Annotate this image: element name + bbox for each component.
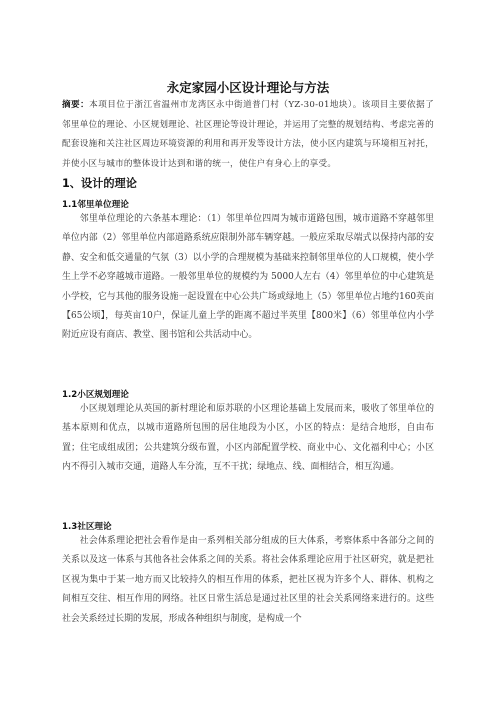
abstract xyxy=(62,96,434,174)
subsection-heading-residential-district: 1.2小区规划理论 xyxy=(62,390,129,400)
paragraph-neighborhood-unit: 邻里单位理论的六条基本理论：（1）邻里单位四周为城市道路包围，城市道路不穿越邻里单位内部（2）邻里单位内部道路系统应限制外部车辆穿越。一般应采取尽端式以保持内部的安静、安全和低交通量的气氛（3）以小学的合理规模为基础来控制邻里单位的人口规模，使小学生上学不必穿越城市道路。一般邻里单位的规模约为 5000人左右（4）邻里单位的中心建筑是小学校，它与其他的服务设施一起设置在中心公共广场或绿地上（5）邻里单位占地约160英亩【65公顷】，每英亩10户，保证儿童上学的距离不超过半英里【800米】（6）邻里单位内小学附近应设有商店、教堂、图书馆和公共活动中心。 xyxy=(62,214,434,341)
document-title: 永定家园小区设计理论与方法 xyxy=(166,80,330,95)
section-heading-design-theory: 1、设计的理论 xyxy=(62,177,137,190)
abstract-text: 本项目位于浙江省温州市龙湾区永中街道普门村（YZ-30-01地块）。该项目主要依据了邻里单位的理论、小区规划理论、社区理论等设计理论，并运用了完整的规划结构、考虑完善的配套设施和关注社区周边环境资源的利用和再开发等设计方法，使小区内建筑与环境相互衬托，并使小区与城市的整体设计达到和谐的统一，使住户有身心上的享受。 xyxy=(62,100,434,169)
subsection-heading-neighborhood-unit: 1.1邻里单位理论 xyxy=(62,200,129,210)
subsection-heading-community-theory: 1.3社区理论 xyxy=(62,522,112,532)
paragraph-community-theory: 社会体系理论把社会看作是由一系列相关部分组成的巨大体系，考察体系中各部分之间的关系以及这一体系与其他各社会体系之间的关系。将社会体系理论应用于社区研究，就是把社区视为集中于某一地方而又比较持久的相互作用的体系，把社区视为许多个人、群体、机构之间相互交往、相互作用的网络。社区日常生活总是通过社区里的社会关系网络来进行的。这些社会关系经过长期的发展，形成各种组织与制度，是构成一个 xyxy=(62,536,434,624)
paragraph-residential-district: 小区规划理论从英国的新村理论和原苏联的小区理论基础上发展而来，吸收了邻里单位的基本原则和优点，以城市道路所包围的居住地段为小区，小区的特点：是结合地形，自由布置；住宅成组成团；公共建筑分级布置，小区内部配置学校、商业中心、文化福利中心；小区内不得引入城市交通，道路人车分流，互不干扰；绿地点、线、面相结合，相互沟通。 xyxy=(62,404,434,473)
abstract-label: 摘要： xyxy=(62,100,90,110)
